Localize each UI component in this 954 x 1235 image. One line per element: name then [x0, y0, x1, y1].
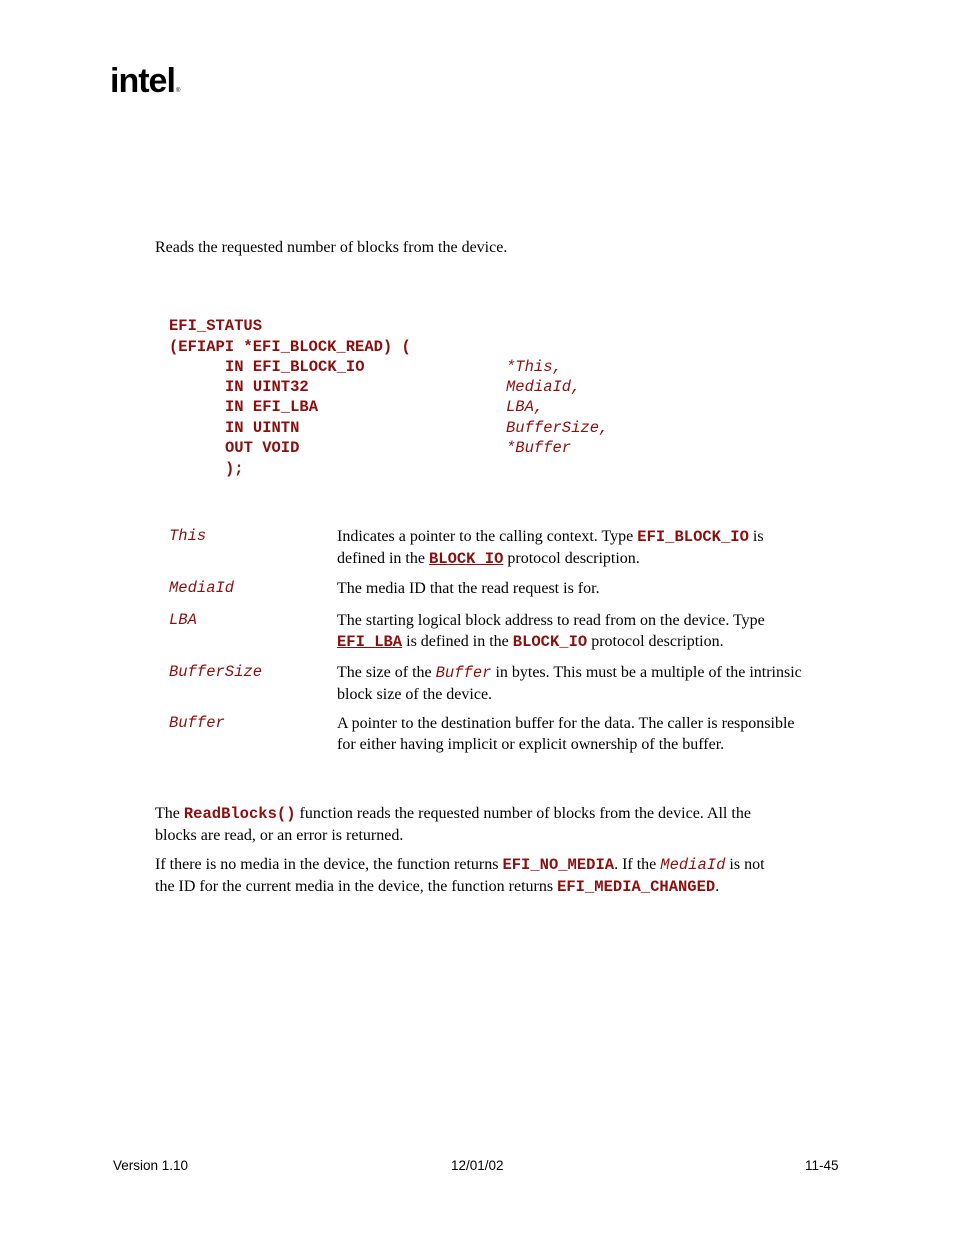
- prototype-arg-type: IN UINT32: [225, 378, 309, 396]
- prototype-function-name: (EFIAPI *EFI_BLOCK_READ) (: [169, 338, 411, 356]
- text: in bytes. This must be a multiple of the intrinsic: [491, 664, 802, 681]
- prototype-arg-type: IN EFI_BLOCK_IO: [225, 358, 365, 376]
- prototype-arg-name: BufferSize,: [506, 419, 609, 437]
- text: is: [748, 528, 764, 545]
- text: the ID for the current media in the device, the function returns: [155, 878, 558, 895]
- description-paragraph-1: [155, 803, 855, 846]
- text: is not: [725, 856, 765, 873]
- prototype-return-type: EFI_STATUS: [169, 317, 263, 335]
- prototype-arg-type: IN UINTN: [225, 419, 300, 437]
- param-name-this: This: [169, 527, 207, 545]
- text: for either having implicit or explicit ownership of the buffer.: [337, 736, 725, 753]
- footer-date: 12/01/02: [451, 1158, 504, 1173]
- param-desc-this: [337, 526, 847, 570]
- param-ref: Buffer: [435, 664, 492, 682]
- intel-logo-graphic: [110, 58, 190, 106]
- intel-logo-text: intel: [110, 62, 175, 100]
- prototype-arg-name: LBA,: [506, 398, 544, 416]
- text: Indicates a pointer to the calling context. Type: [337, 528, 638, 545]
- registered-mark: ®: [176, 88, 181, 94]
- text: The: [155, 805, 184, 822]
- prototype-arg-name: *Buffer: [506, 439, 572, 457]
- prototype-arg-name: MediaId,: [506, 378, 581, 396]
- param-desc-lba: [337, 610, 847, 653]
- prototype-arg-name: *This,: [506, 358, 562, 376]
- param-name-mediaid: MediaId: [169, 579, 235, 597]
- text: protocol description.: [587, 633, 724, 650]
- param-desc-buffersize: [337, 662, 852, 705]
- summary-text: Reads the requested number of blocks from the device.: [155, 239, 508, 256]
- param-name-lba: LBA: [169, 611, 197, 629]
- text: The starting logical block address to read from on the device. Type: [337, 612, 765, 629]
- description-paragraph-2: [155, 854, 855, 898]
- footer-version: Version 1.10: [113, 1158, 189, 1173]
- text: block size of the device.: [337, 686, 493, 703]
- text: . If the: [614, 856, 661, 873]
- type-ref: BLOCK_IO: [512, 633, 588, 651]
- text: is defined in the: [402, 633, 513, 650]
- efi-lba-link[interactable]: EFI_LBA: [337, 633, 403, 651]
- text: If there is no media in the device, the function returns: [155, 856, 503, 873]
- param-desc-buffer: [337, 713, 852, 755]
- status-code: EFI_NO_MEDIA: [502, 856, 615, 874]
- type-ref: EFI_BLOCK_IO: [637, 528, 749, 546]
- prototype-close-paren: );: [225, 460, 244, 478]
- text: A pointer to the destination buffer for the data. The caller is responsible: [337, 715, 795, 732]
- text: defined in the: [337, 550, 429, 567]
- block-io-link[interactable]: BLOCK_IO: [428, 550, 504, 568]
- text: blocks are read, or an error is returned.: [155, 827, 404, 844]
- text: protocol description.: [503, 550, 640, 567]
- text: .: [715, 878, 720, 895]
- text: function reads the requested number of blocks from the device. All the: [295, 805, 751, 822]
- text: The size of the: [337, 664, 436, 681]
- prototype-arg-type: IN EFI_LBA: [225, 398, 319, 416]
- intel-logo: [110, 58, 190, 106]
- status-code: EFI_MEDIA_CHANGED: [557, 878, 716, 896]
- param-name-buffer: Buffer: [169, 714, 225, 732]
- prototype-arg-type: OUT VOID: [225, 439, 300, 457]
- param-ref: MediaId: [660, 856, 726, 874]
- param-desc-mediaid: The media ID that the read request is for.: [337, 580, 600, 597]
- param-name-buffersize: BufferSize: [169, 663, 263, 681]
- function-ref: ReadBlocks(): [183, 805, 296, 823]
- footer-page-number: 11-45: [805, 1158, 839, 1173]
